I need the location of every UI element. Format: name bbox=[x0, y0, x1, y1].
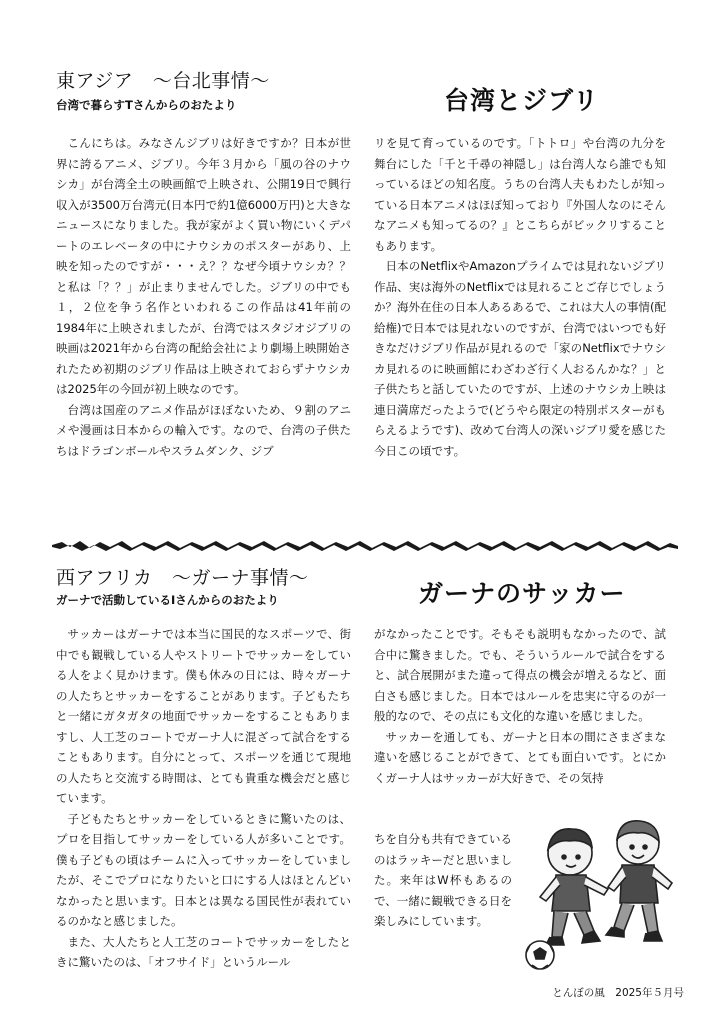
brush-divider bbox=[52, 535, 678, 555]
section1-subtitle: 台湾で暮らすTさんからのおたより bbox=[56, 98, 237, 112]
paragraph: 日本のNetflixやAmazonプライムでは見れないジブリ作品、実は海外のNetflixでは見れることご存じでしょうか？海外在住の日本人あるあるで、これは大人の事情(配給権)で日本では見れないのですが、台湾ではいつでも好きなだけジブリ作品が見れるので「家のNetflixでナウシカ見れるのに映画館にわざわざ行く人おるんかな？」と子供たちと話していたのですが、上述のナウシカ上映は連日満席だったようで(どうやら限定の特別ポスターがもらえるようです)、改めて台湾人の深いジブリ愛を感じた今日この頃です。 bbox=[374, 259, 666, 458]
footer-issue: とんぼの風 2025年５月号 bbox=[552, 987, 684, 999]
paragraph: ちを自分も共有できているのはラッキーだと思いました。来年はW杯もあるので、一緒に観戦できる日を楽しみにしています。 bbox=[374, 832, 512, 928]
section2-subtitle: ガーナで活動しているIさんからのおたより bbox=[56, 593, 279, 607]
paragraph: リを見て育っているのです。「トトロ」や台湾の九分を舞台にした「千と千尋の神隠し」は台湾人なら誰でも知っているほどの知名度。うちの台湾人夫もわたしが知っている日本アニメはほぼ知っており『外国人なのにそんなアニメも知ってるの？』とこちらがビックリすることもあります。 bbox=[374, 136, 666, 253]
kids-soccer-illustration bbox=[522, 815, 684, 973]
paragraph: また、大人たちと人工芝のコートでサッカーをしたときに驚いたのは、「オフサイド」というルール bbox=[56, 934, 351, 969]
section1-column-right bbox=[374, 133, 666, 461]
paragraph: サッカーはガーナでは本当に国民的なスポーツで、街中でも観戦している人やストリートでサッカーをしている人をよく見かけます。僕も休みの日には、時々ガーナの人たちとサッカーをすることがあります。子どもたちと一緒にガタガタの地面でサッカーをすることもありますし、人工芝のコートでガーナ人に混ざって試合をすることもあります。自分にとって、スポーツを通じて現地の人たちと交流する時間は、とても貴重な機会だと感じています。 bbox=[56, 627, 351, 805]
section1-title: 台湾とジブリ bbox=[444, 86, 600, 115]
section1-region-heading: 東アジア ～台北事情～ bbox=[56, 70, 270, 92]
paragraph: がなかったことです。そもそも説明もなかったので、試合中に驚きました。でも、そういうルールで試合をすると、試合展開がまた違って得点の機会が増えるなど、面白さも感じました。日本ではルールを忠実に守るのが一般的なので、その点にも文化的な違いを感じました。 bbox=[374, 627, 666, 723]
paragraph: こんにちは。みなさんジブリは好きですか？日本が世界に誇るアニメ、ジブリ。今年３月から「風の谷のナウシカ」が台湾全土の映画館で上映され、公開19日で興行収入が3500万台湾元(日本円で約1億6000万円)と大きなニュースになりました。我が家がよく買い物にいくデパートのエレベータの中にナウシカのポスターがあり、上映を知ったのですが・・・え？？なぜ今頃ナウシカ？？と私は「？？」が止まりませんでした。ジブリの中でも１，２位を争う名作といわれるこの作品は41年前の1984年に上映されましたが、台湾ではスタジオジブリの映画は2021年から台湾の配給会社により劇場上映開始されたため初期のジブリ作品は上映されておらずナウシカは2025年の今回が初上映なのです。 bbox=[56, 136, 351, 396]
section2-column-left bbox=[56, 624, 351, 973]
paragraph: 台湾は国産のアニメ作品がほぼないため、９割のアニメや漫画は日本からの輸入です。なので、台湾の子供たちはドラゴンボールやスラムダンク、ジブ bbox=[56, 402, 351, 458]
section1-column-left bbox=[56, 133, 351, 461]
section2-region-heading: 西アフリカ ～ガーナ事情～ bbox=[56, 567, 309, 589]
paragraph: 子どもたちとサッカーをしているときに驚いたのは、プロを目指してサッカーをしている人が多いことです。僕も子どもの頃はチームに入ってサッカーをしていましたが、そこでプロになりたいと口にする人はほとんどいなかったと思います。日本とは異なる国民性が表れているのかなと感じました。 bbox=[56, 811, 351, 928]
paragraph: サッカーを通しても、ガーナと日本の間にさまざまな違いを感じることができて、とても面白いです。とにかくガーナ人はサッカーが大好きで、その気持 bbox=[374, 729, 666, 785]
section2-title: ガーナのサッカー bbox=[418, 579, 626, 608]
section2-column-right-continued bbox=[374, 829, 512, 932]
section2-column-right bbox=[374, 624, 666, 788]
